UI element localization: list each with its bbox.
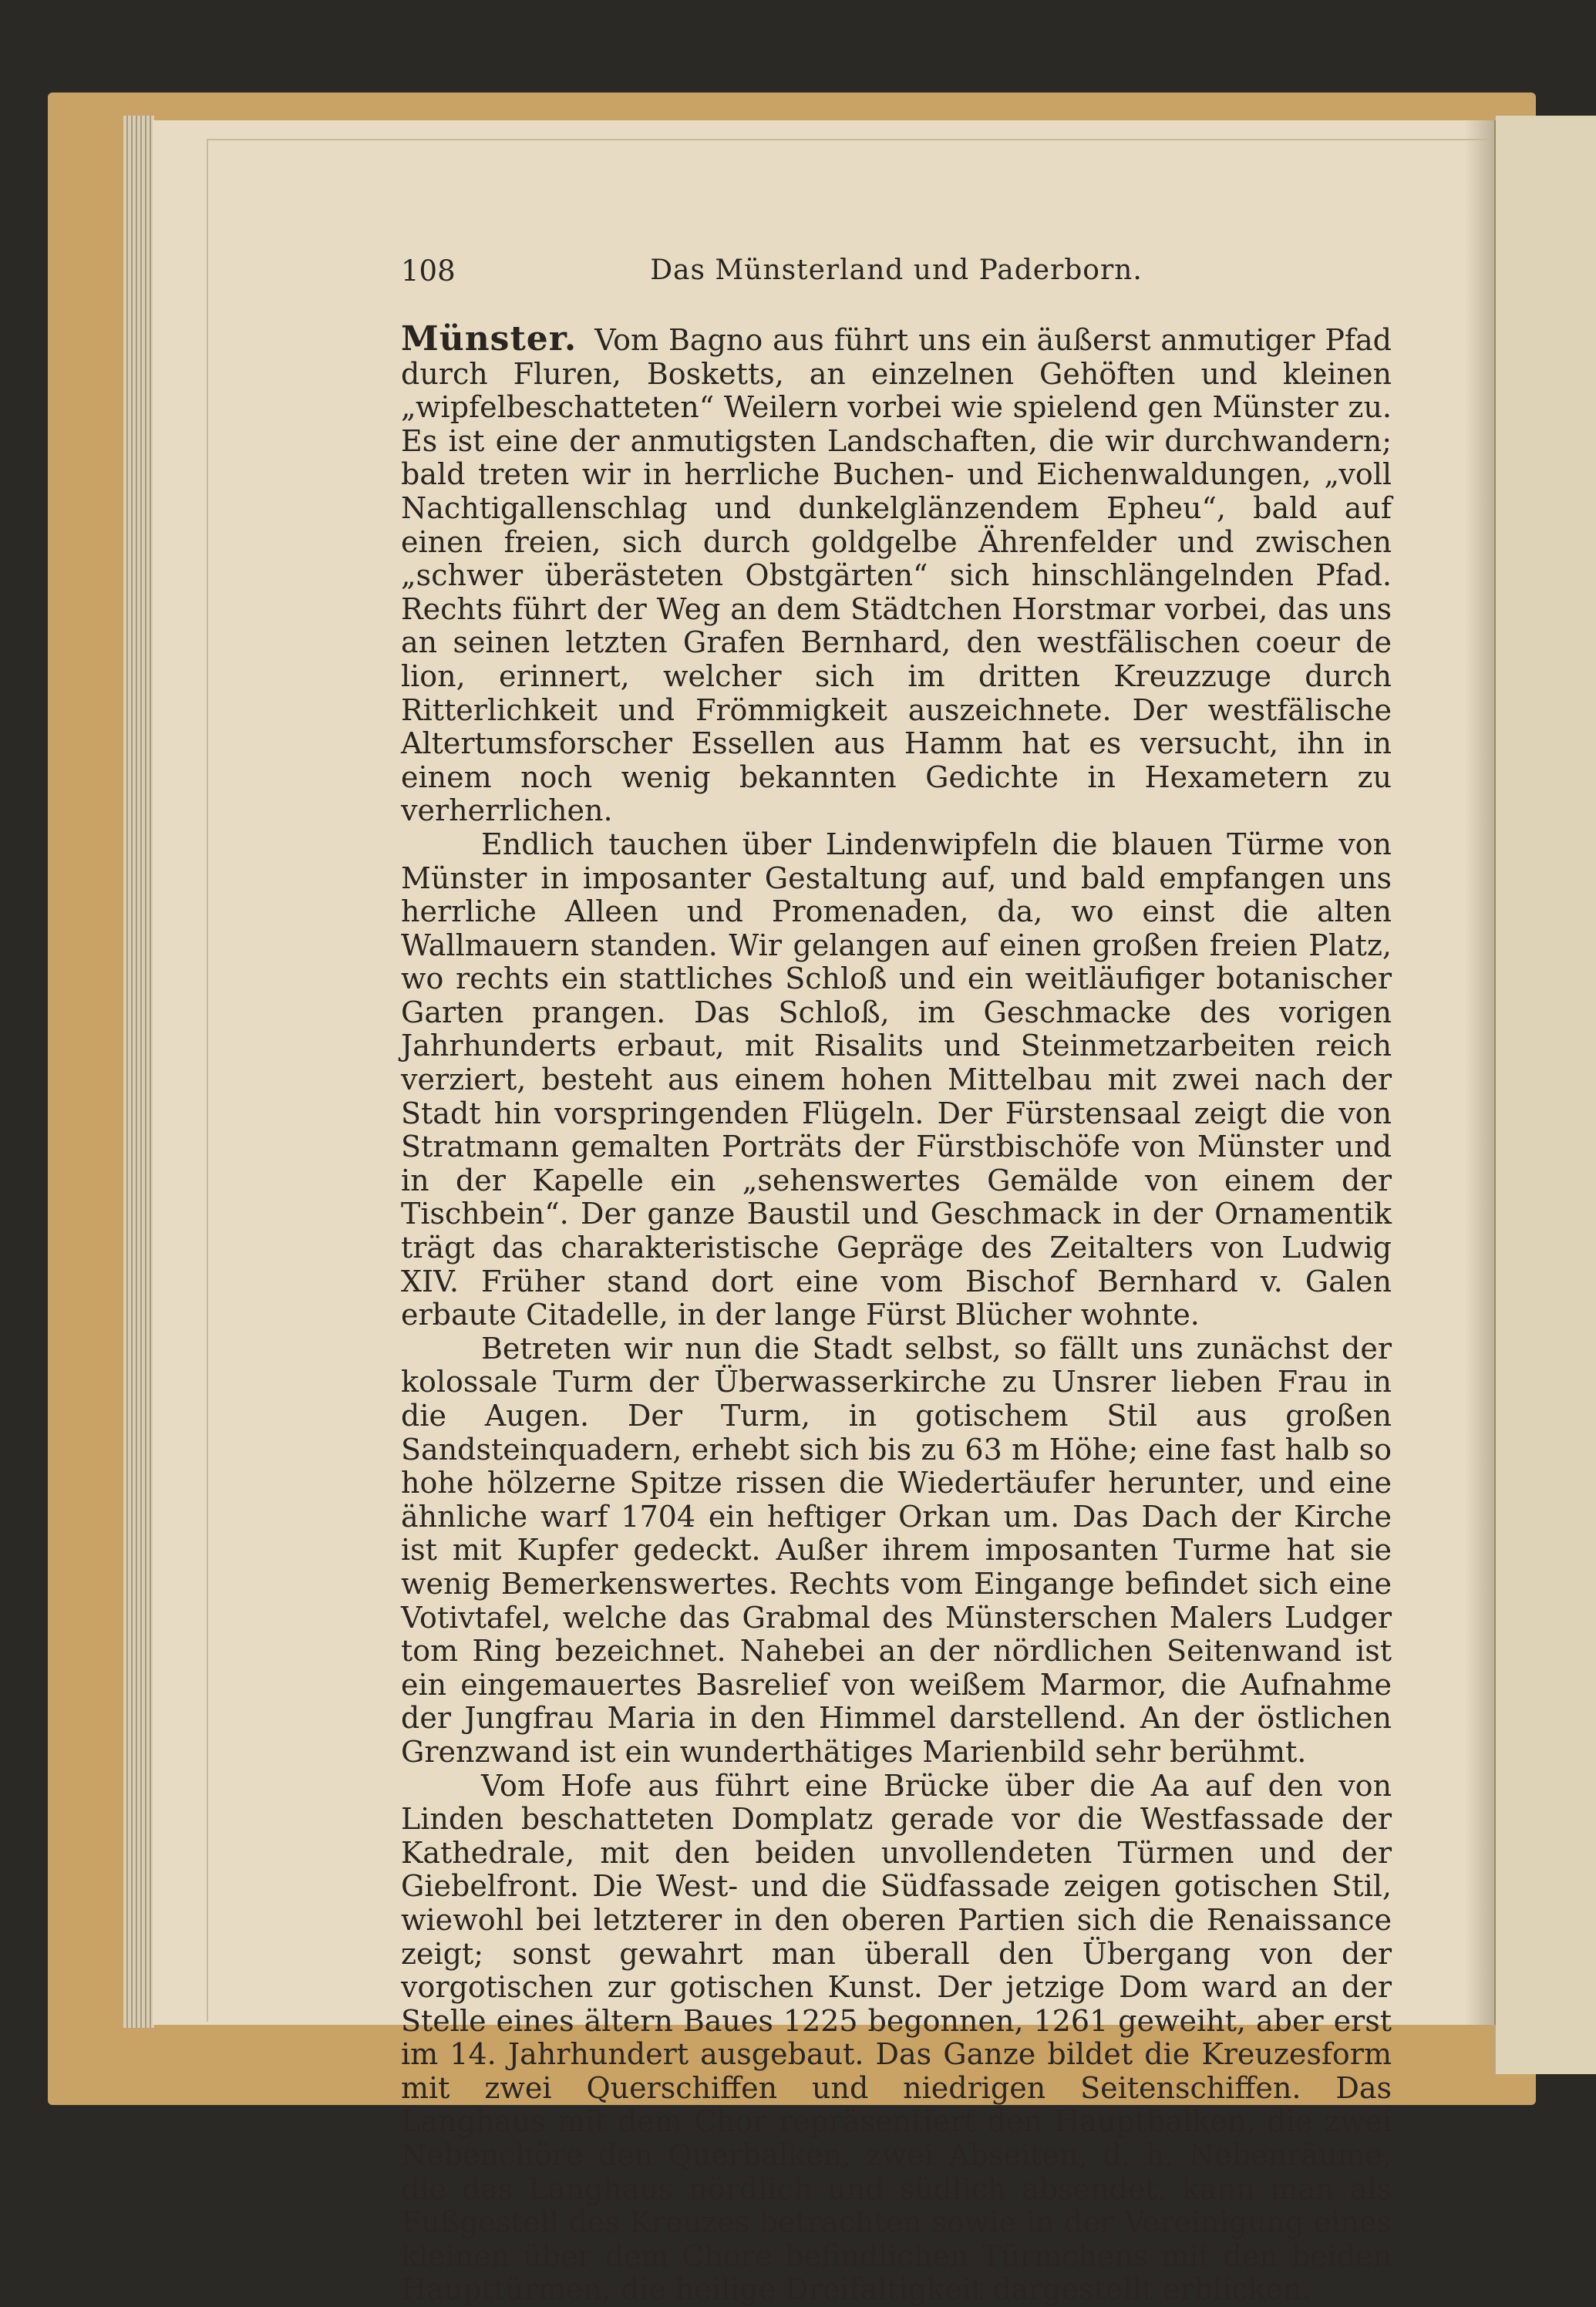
page-header bbox=[401, 254, 1392, 301]
paragraph bbox=[401, 319, 1392, 828]
page-content bbox=[401, 254, 1392, 2307]
paragraph-text: Vom Hofe aus führt eine Brücke über die Aa auf den von Linden beschatteten Domplatz gerade vor die Westfassade der Kathedrale, mit den beiden unvollendeten Türmen und der Giebelfront. Die West- und die Südfassade zeigen gotischen Stil, wiewohl bei letzterer in den oberen Partien sich die Renaissance zeigt; sonst gewahrt man überall den Übergang von der vorgotischen zur gotischen Kunst. Der jetzige Dom ward an der Stelle eines ältern Baues 1225 begonnen, 1261 geweiht, aber erst im 14. Jahrhundert ausgebaut. Das Ganze bildet die Kreuzesform mit zwei Querschiffen und niedrigen Seitenschiffen. Das Langhaus mit dem Chor repräsentiert den Hauptbalken, die zwei Nebenchöre den Querbalken, zwei Abseiten, d. h. Nebenräume, die das Langhaus nördlich und südlich absendet, kann man als Fußgestell des Kreuzes betrachten sowie in der Vereinigung eines kleinen über dem Chore befindlichen Türmchens mit den beiden Haupttürmen, die heilige Dreifaltigkeit dargestellt erblicken. bbox=[401, 1768, 1392, 2307]
page-number: 108 bbox=[401, 254, 456, 288]
section-heading: Münster. bbox=[401, 319, 577, 359]
paragraph-text: Betreten wir nun die Stadt selbst, so fällt uns zunächst der kolossale Turm der Überwasserkirche zu Unsrer lieben Frau in die Augen. Der Turm, in gotischem Stil aus großen Sandsteinquadern, erhebt sich bis zu 63 m Höhe; eine fast halb so hohe hölzerne Spitze rissen die Wiedertäufer herunter, und eine ähnliche warf 1704 ein heftiger Orkan um. Das Dach der Kirche ist mit Kupfer gedeckt. Außer ihrem imposanten Turme hat sie wenig Bemerkenswertes. Rechts vom Eingange befindet sich eine Votivtafel, welche das Grabmal des Münsterschen Malers Ludger tom Ring bezeichnet. Nahebei an der nördlichen Seitenwand ist ein eingemauertes Basrelief von weißem Marmor, die Aufnahme der Jungfrau Maria in den Himmel darstellend. An der östlichen Grenzwand ist ein wunderthätiges Marienbild sehr berühmt. bbox=[401, 1331, 1392, 1769]
paragraph-text: Endlich tauchen über Lindenwipfeln die blauen Türme von Münster in imposanter Gestaltung auf, und bald empfangen uns herrliche Alleen und Promenaden, da, wo einst die alten Wallmauern standen. Wir gelangen auf einen großen freien Platz, wo rechts ein stattliches Schloß und ein weitläufiger botanischer Garten prangen. Das Schloß, im Geschmacke des vorigen Jahrhunderts erbaut, mit Risalits und Steinmetzarbeiten reich verziert, besteht aus einem hohen Mittelbau mit zwei nach der Stadt hin vorspringenden Flügeln. Der Fürstensaal zeigt die von Stratmann gemalten Porträts der Fürstbischöfe von Münster und in der Kapelle ein „sehenswertes Gemälde von einem der Tischbein“. Der ganze Baustil und Geschmack in der Ornamentik trägt das charakteristische Gepräge des Zeitalters von Ludwig XIV. Früher stand dort eine vom Bischof Bernhard v. Galen erbaute Citadelle, in der lange Fürst Blücher wohnte. bbox=[401, 827, 1392, 1332]
facing-page bbox=[1494, 116, 1596, 2074]
running-title: Das Münsterland und Paderborn. bbox=[650, 254, 1143, 286]
paragraph bbox=[401, 1332, 1392, 1770]
paragraph-text: Vom Bagno aus führt uns ein äußerst anmutiger Pfad durch Fluren, Bosketts, an einzelnen Gehöften und kleinen „wipfelbeschatteten“ Weilern vorbei wie spielend gen Münster zu. Es ist eine der anmutigsten Landschaften, die wir durchwandern; bald treten wir in herrliche Buchen- und Eichenwaldungen, „voll Nachtigallenschlag und dunkelglänzendem Epheu“, bald auf einen freien, sich durch goldgelbe Ährenfelder und zwischen „schwer überästeten Obstgärten“ sich hinschlängelnden Pfad. Rechts führt der Weg an dem Städtchen Horstmar vorbei, das uns an seinen letzten Grafen Bernhard, den westfälischen coeur de lion, erinnert, welcher sich im dritten Kreuzzuge durch Ritterlichkeit und Frömmigkeit auszeichnete. Der westfälische Altertumsforscher Essellen aus Hamm hat es versucht, ihn in einem noch wenig bekannten Gedichte in Hexametern zu verherrlichen. bbox=[401, 323, 1392, 828]
paragraph bbox=[401, 828, 1392, 1332]
page-edges bbox=[123, 116, 154, 2028]
paragraph bbox=[401, 1770, 1392, 2307]
